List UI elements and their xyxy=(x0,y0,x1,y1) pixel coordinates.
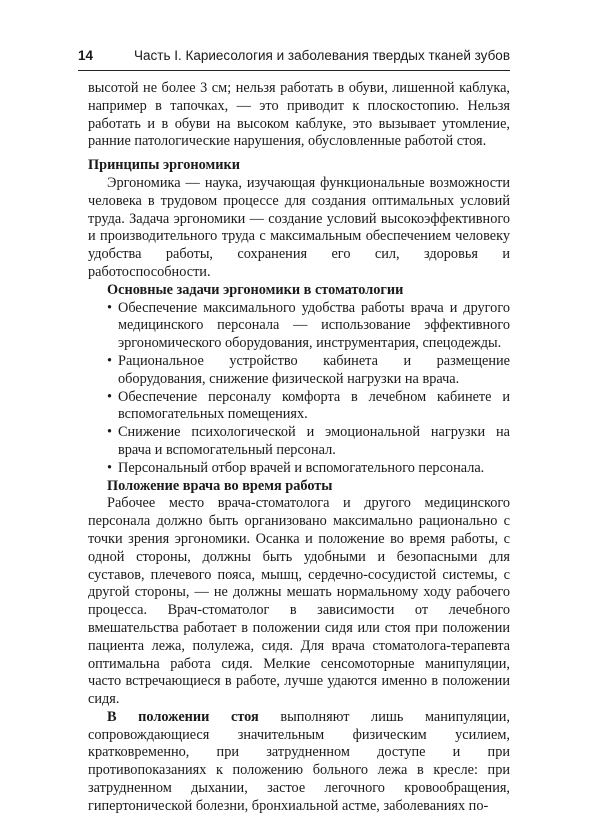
paragraph-workplace: Рабочее место врача-стоматолога и другого медицинского персонала должно быть организовано максимально рационально с точки зрения эргономики. Осанка и положение во время работы, с одной стороны, должны быть удобными и безопасными для суставов, плечевого пояса, мышц, сердечно-сосудистой системы, с другой стороны, — не должны мешать нормальному ходу рабочего процесса. Врач-стоматолог в зависимости от лечебного вмешательства работает в положении сидя или стоя при положении пациента лежа, полулежа, сидя. Для врача стоматолога-терапевта оптимальна работа сидя. Мелкие сенсомоторные манипуляции, часто встречающиеся в работе, лучше удаются именно в положении сидя. xyxy=(88,495,510,708)
bullet-icon: • xyxy=(107,459,113,476)
list-item: • Персональный отбор врачей и вспомогательного персонала. xyxy=(107,459,485,476)
bullet-icon: • xyxy=(107,352,113,369)
list-item: • Обеспечение максимального удобства работы врача и другого медицинского персонала — использование эффективного эргономического оборудования, инструментария, спецодежды. xyxy=(107,299,510,352)
list-item: • Рациональное устройство кабинета и размещение оборудования, снижение физической нагрузки на врача. xyxy=(107,352,510,387)
tasks-list xyxy=(88,300,510,478)
page-header xyxy=(78,46,510,71)
bold-lead-phrase: В положении стоя xyxy=(107,708,259,725)
bullet-icon: • xyxy=(107,424,113,441)
bullet-icon: • xyxy=(107,299,113,316)
list-item: • Обеспечение персоналу комфорта в лечебном кабинете и вспомогательных помещениях. xyxy=(107,388,510,423)
page-number: 14 xyxy=(78,48,94,63)
bullet-icon: • xyxy=(107,388,113,405)
paragraph-standing-position: В положении стоя выполняют лишь манипуляции, сопровождающиеся значительным физическим усилием, кратковременно, при затрудненном доступе и при противопоказаниях к положению больного лежа в кресле: при затрудненном дыхании, застое легочного кровообращения, гипертонической болезни, бронхиальной астме, заболеваниях по- xyxy=(88,708,510,814)
list-item: • Снижение психологической и эмоциональной нагрузки на врача и вспомогательный персонал. xyxy=(107,424,510,458)
paragraph-ergonomics-definition: Эргономика — наука, изучающая функциональные возможности человека в трудовом процессе для создания оптимальных условий труда. Задача эргономики — создание условий высокоэффективного и производительного труда с максимальным обеспечением человеку удобства работы, сохранения его сил, здоровья и работоспособности. xyxy=(88,174,510,280)
subheading-doctor-position: Положение врача во время работы xyxy=(107,477,333,494)
subheading-main-tasks: Основные задачи эргономики в стоматологии xyxy=(107,281,404,298)
section-heading-ergonomics-principles: Принципы эргономики xyxy=(88,157,240,174)
paragraph-continuation: высотой не более 3 см; нельзя работать в обуви, лишенной каблука, например в тапочках, — это приводит к плоскостопию. Нельзя работать и в обуви на высоком каблуке, это вызывает утомление, ранние патологические нарушения, обусловленные работой стоя. xyxy=(88,80,510,150)
page-body xyxy=(88,80,510,816)
running-title: Часть I. Кариесология и заболевания твердых тканей зубов xyxy=(134,48,510,63)
